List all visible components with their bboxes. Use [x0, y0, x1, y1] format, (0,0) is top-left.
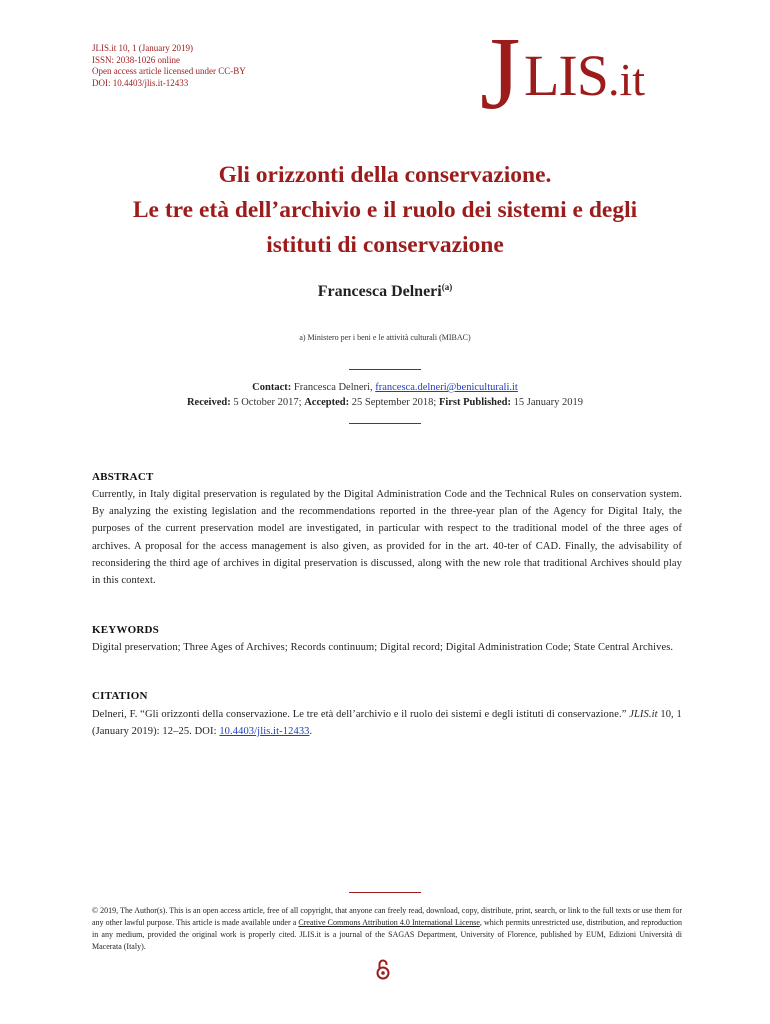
contact-line	[0, 380, 770, 395]
copyright-text-end: , which permits unrestricted use, distribution, and reproduction in any medium, provided the original work is properly cited. JLIS.it is a journal of the SAGAS Department, University of Florence, published by EUM, Edizioni Università di Macerata (Italy).	[92, 918, 682, 951]
copyright-notice	[92, 905, 682, 953]
divider-middle	[349, 423, 421, 424]
dates-line	[0, 395, 770, 410]
received-label: Received:	[186, 397, 231, 408]
journal-meta	[92, 43, 246, 89]
author-affiliation-mark: (a)	[441, 282, 453, 292]
logo-letter-j: J	[480, 16, 521, 131]
author	[0, 282, 770, 301]
journal-license: Open access article licensed under CC-BY	[92, 66, 246, 76]
article-title	[60, 158, 710, 263]
title-line-2: Le tre età dell’archivio e il ruolo dei sistemi e degli	[132, 197, 638, 223]
open-access-lock-icon	[376, 958, 390, 980]
keywords-heading: KEYWORDS	[92, 624, 159, 636]
abstract-text: Currently, in Italy digital preservation is regulated by the Digital Administration Code and the Technical Rules on conservation system. By analyzing the existing legislation and the recommendations reported in the three-year plan of the Agency for Digital Italy, the purposes of the current preservation model are investigated, in particular with respect to the traditional model of the three ages of archives. A proposal for the access management is also given, as provided for in the art. 40-ter of CAD. Finally, the advisability of reconsidering the third age of archives in digital preservation is discussed, along with the new role that traditional Archives should play in this context.	[92, 489, 682, 587]
logo-wordmark	[524, 43, 646, 110]
citation-issue: 10, 1 (January 2019): 12–25. DOI:	[92, 709, 682, 738]
abstract-heading: ABSTRACT	[92, 471, 154, 483]
keywords-text: Digital preservation; Three Ages of Archives; Records continuum; Digital record; Digital Administration Code; State Central Archives.	[92, 642, 674, 653]
contact-email-link[interactable]: francesca.delneri@beniculturali.it	[375, 382, 518, 393]
divider-top	[349, 369, 421, 370]
journal-issn: ISSN: 2038-1026 online	[92, 54, 181, 65]
published-date: 15 January 2019	[513, 397, 584, 408]
citation-reference: Delneri, F. “Gli orizzonti della conservazione. Le tre età dell’archivio e il ruolo dei sistemi e degli istituti di conservazione.”	[92, 709, 627, 720]
citation-journal: JLIS.it	[629, 709, 658, 720]
citation-text	[92, 706, 682, 740]
journal-issue: JLIS.it 10, 1 (January 2019)	[92, 43, 193, 53]
logo-dot-it: .it	[608, 54, 646, 105]
author-affiliation: a) Ministero per i beni e le attività culturali (MIBAC)	[299, 333, 471, 342]
contact-block	[0, 380, 770, 410]
citation-doi-link[interactable]: 10.4403/jlis.it-12433	[219, 726, 310, 738]
license-link[interactable]: Creative Commons Attribution 4.0 International License	[298, 918, 480, 927]
accepted-label: Accepted:	[304, 397, 350, 408]
journal-doi: DOI: 10.4403/jlis.it-12433	[92, 77, 189, 88]
received-date: 5 October 2017;	[233, 397, 302, 408]
citation-heading: CITATION	[92, 690, 148, 702]
citation-end: .	[309, 726, 313, 738]
published-label: First Published:	[438, 397, 511, 408]
divider-footer	[349, 892, 421, 893]
copyright-text: © 2019, The Author(s). This is an open access article, free of all copyright, that anyone can freely read, download, copy, distribute, print, search, or link to the full texts or use them for any other lawful purpose. This article is made available under a	[92, 906, 682, 927]
contact-label: Contact:	[252, 382, 292, 393]
title-line-3: istituti di conservazione	[266, 232, 504, 258]
title-line-1: Gli orizzonti della conservazione.	[218, 162, 552, 188]
journal-logo	[480, 16, 690, 132]
contact-name: Francesca Delneri,	[293, 382, 373, 393]
accepted-date: 25 September 2018;	[351, 397, 437, 408]
author-name: Francesca Delneri	[317, 283, 442, 300]
logo-lis: LIS	[524, 43, 608, 108]
